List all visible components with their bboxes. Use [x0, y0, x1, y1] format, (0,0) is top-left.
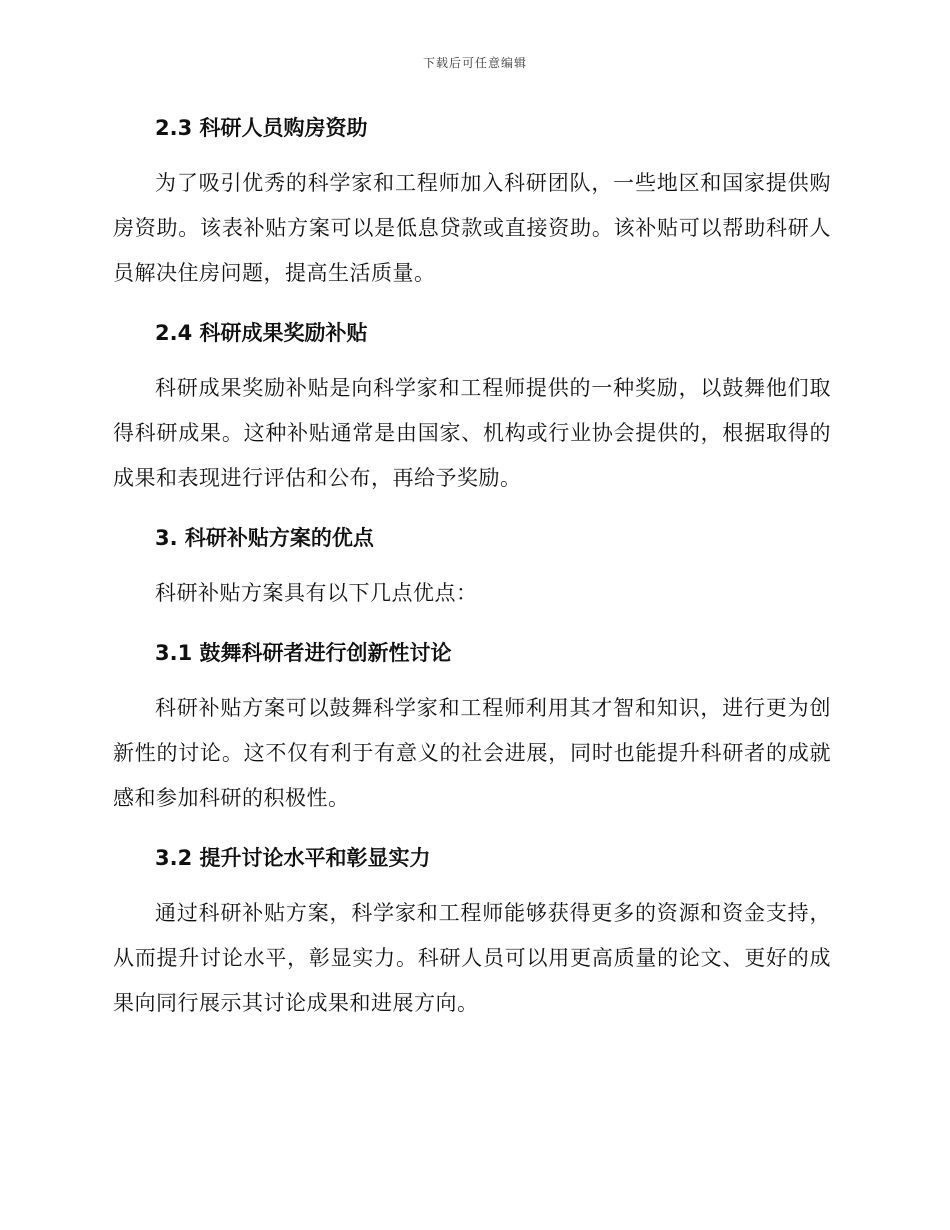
- section-heading-2-4: 2.4 科研成果奖励补贴: [155, 321, 368, 345]
- page-header: 下载后可任意编辑: [422, 56, 527, 70]
- section-heading-3-2: 3.2 提升讨论水平和彰显实力: [155, 846, 431, 870]
- section-heading-3: 3. 科研补贴方案的优点: [155, 526, 374, 550]
- section-paragraph-2-3: 为了吸引优秀的科学家和工程师加入科研团队，一些地区和国家提供购房资助。该表补贴方案可以是低息贷款或直接资助。该补贴可以帮助科研人员解决住房问题，提高生活质量。: [113, 171, 831, 285]
- document-body: [113, 113, 831, 1026]
- section-heading-3-1: 3.1 鼓舞科研者进行创新性讨论: [155, 641, 452, 665]
- section-paragraph-3: 科研补贴方案具有以下几点优点：: [155, 581, 478, 605]
- section-paragraph-3-2: 通过科研补贴方案，科学家和工程师能够获得更多的资源和资金支持，从而提升讨论水平，彰显实力。科研人员可以用更高质量的论文、更好的成果向同行展示其讨论成果和进展方向。: [113, 901, 831, 1015]
- section-paragraph-2-4: 科研成果奖励补贴是向科学家和工程师提供的一种奖励，以鼓舞他们取得科研成果。这种补贴通常是由国家、机构或行业协会提供的，根据取得的成果和表现进行评估和公布，再给予奖励。: [113, 376, 831, 490]
- section-heading-2-3: 2.3 科研人员购房资助: [155, 116, 368, 140]
- section-paragraph-3-1: 科研补贴方案可以鼓舞科学家和工程师利用其才智和知识，进行更为创新性的讨论。这不仅有利于有意义的社会进展，同时也能提升科研者的成就感和参加科研的积极性。: [113, 696, 831, 810]
